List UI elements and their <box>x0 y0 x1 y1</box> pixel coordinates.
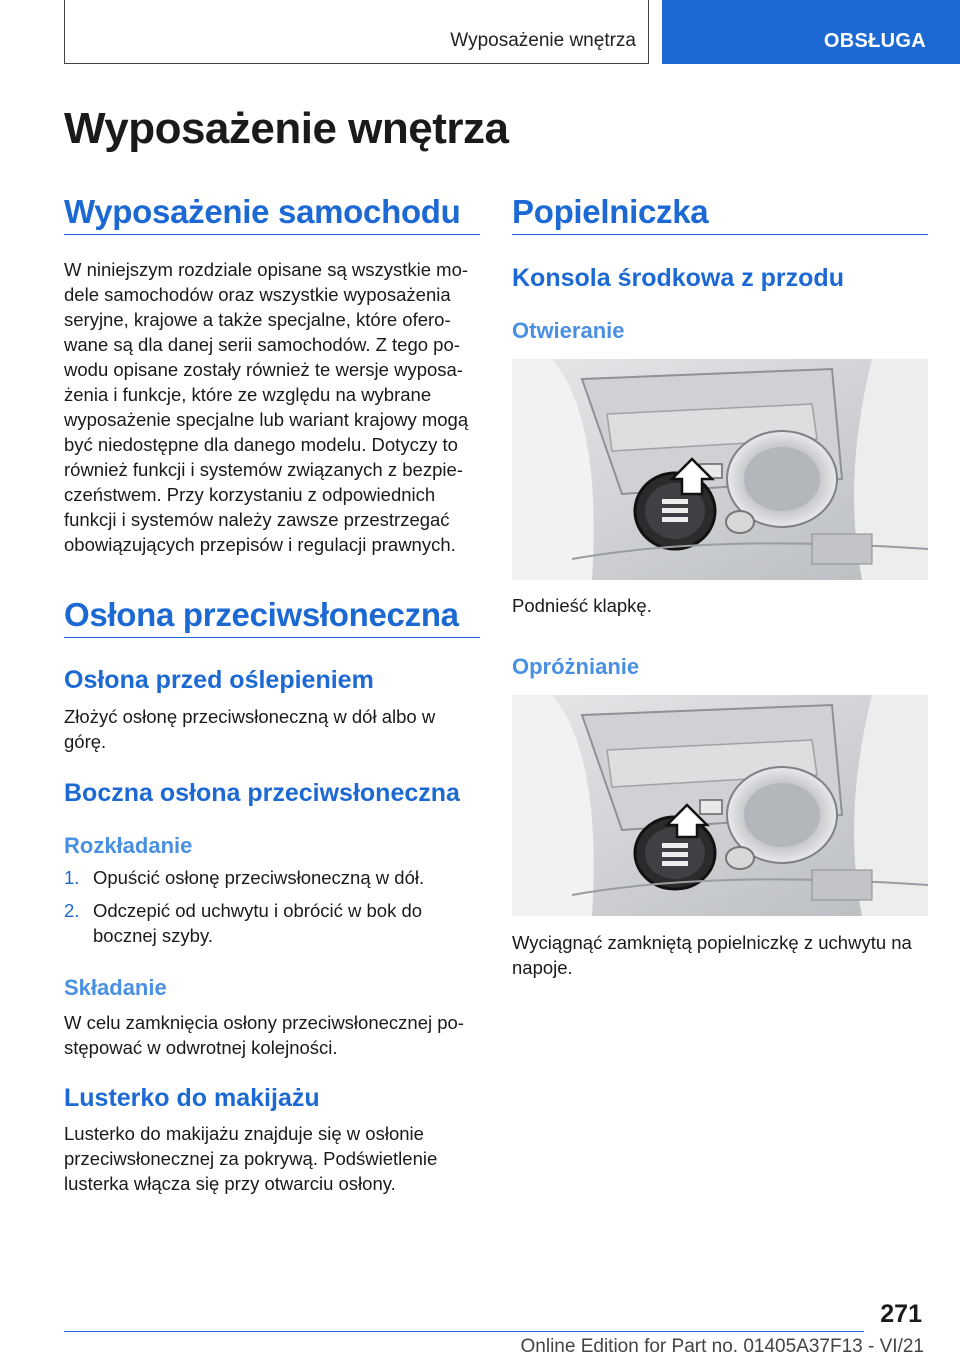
header-section-box <box>64 0 649 64</box>
paragraph-line: funkcji i systemów należy zawsze przestrzegać <box>64 509 450 530</box>
paragraph-line: seryjne, krajowe a także specjalne, które ofero‐ <box>64 309 451 330</box>
paragraph-line: obowiązujących przepisów i regulacji prawnych. <box>64 534 456 555</box>
paragraph-line: Złożyć osłonę przeciwsłoneczną w dół albo w <box>64 706 436 727</box>
step-text: bocznej szyby. <box>93 925 213 946</box>
step-text: Odczepić od uchwytu i obrócić w bok do <box>93 900 423 921</box>
paragraph-line: wyposażenie specjalne lub wariant krajowy mogą <box>64 409 469 430</box>
page-title: Wyposażenie wnętrza <box>64 104 509 153</box>
subheading-opening: Otwieranie <box>512 318 625 343</box>
page-number: 271 <box>880 1300 922 1328</box>
subheading-mirror: Lusterko do makijażu <box>64 1084 320 1112</box>
section-rule <box>64 234 480 235</box>
paragraph-line: górę. <box>64 731 107 752</box>
section-rule <box>64 637 480 638</box>
paragraph-line: Lusterko do makijażu znajduje się w osłonie <box>64 1123 424 1144</box>
paragraph-line: przeciwsłonecznej za pokrywą. Podświetlenie <box>64 1148 438 1169</box>
figure-caption: Wyciągnąć zamkniętą popielniczkę z uchwytu na <box>512 932 912 953</box>
subheading-glare: Osłona przed oślepieniem <box>64 666 374 694</box>
step-number: 2. <box>64 900 80 921</box>
footer-rule <box>64 1331 864 1332</box>
step-text: Opuścić osłonę przeciwsłoneczną w dół. <box>93 867 425 888</box>
figure-ashtray-remove <box>512 695 928 916</box>
paragraph-line: lusterka włącza się przy otwarciu osłony. <box>64 1173 396 1194</box>
footer-edition: Online Edition for Part no. 01405A37F13 - VI/21 <box>520 1336 924 1357</box>
section-title-sun-visor: Osłona przeciwsłoneczna <box>64 596 459 633</box>
paragraph-line: być niedostępne dla danego modelu. Dotyczy to <box>64 434 458 455</box>
step-number: 1. <box>64 867 80 888</box>
paragraph-line: W celu zamknięcia osłony przeciwsłonecznej po‐ <box>64 1012 464 1033</box>
paragraph-line: stępować w odwrotnej kolejności. <box>64 1037 338 1058</box>
header-section-title: Wyposażenie wnętrza <box>450 30 636 51</box>
subheading-side-visor: Boczna osłona przeciwsłoneczna <box>64 779 460 807</box>
subheading-front-console: Konsola środkowa z przodu <box>512 264 844 292</box>
section-rule <box>512 234 928 235</box>
paragraph-line: również funkcji i systemów związanych z bezpie‐ <box>64 459 463 480</box>
section-title-ashtray: Popielniczka <box>512 193 709 230</box>
console-illustration <box>512 695 928 916</box>
header-chapter-tab <box>662 0 960 64</box>
header-chapter-label: OBSŁUGA <box>823 30 926 52</box>
paragraph-line: czeństwem. Przy korzystaniu z odpowiednich <box>64 484 436 505</box>
subheading-emptying: Opróżnianie <box>512 654 640 679</box>
subheading-unfold: Rozkładanie <box>64 833 193 858</box>
subheading-fold: Składanie <box>64 975 167 1000</box>
paragraph-line: wane są dla danej serii samochodów. Z tego po‐ <box>64 334 460 355</box>
console-illustration <box>512 359 928 580</box>
paragraph-line: żenia i funkcje, które ze względu na wybrane <box>64 384 432 405</box>
paragraph-line: W niniejszym rozdziale opisane są wszystkie mo‐ <box>64 259 469 280</box>
figure-ashtray-open <box>512 359 928 580</box>
paragraph-line: dele samochodów oraz wszystkie wyposażenia <box>64 284 451 305</box>
figure-caption: Podnieść klapkę. <box>512 595 652 616</box>
section-title-equipment: Wyposażenie samochodu <box>64 193 461 230</box>
figure-caption: napoje. <box>512 957 573 978</box>
paragraph-line: wodu opisane zostały również te wersje wyposa‐ <box>64 359 463 380</box>
